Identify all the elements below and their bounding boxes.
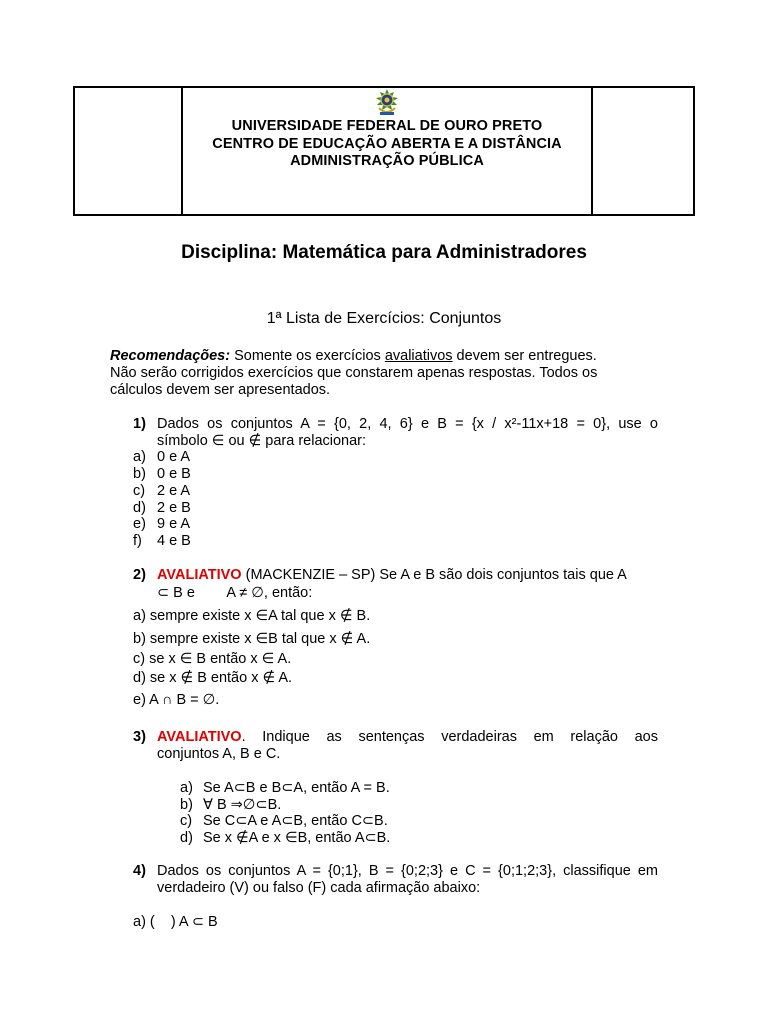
q1-item: b) 0 e B xyxy=(133,466,191,482)
q3-item: b) ∀ B ⇒∅⊂B. xyxy=(180,797,282,813)
header-program: ADMINISTRAÇÃO PÚBLICA xyxy=(290,153,484,169)
recommendations-text1: Somente os exercícios xyxy=(230,348,385,364)
recommendations-label: Recomendações: xyxy=(110,348,231,364)
q4-number: 4) xyxy=(133,863,146,879)
q2-line1 xyxy=(157,567,627,584)
q1-line2: símbolo ∈ ou ∉ para relacionar: xyxy=(157,433,367,449)
q4-line1: Dados os conjuntos A = {0;1}, B = {0;2;3} e C = {0;1;2;3}, classifique em xyxy=(157,863,658,879)
q2-line1-text: (MACKENZIE – SP) Se A e B são dois conjuntos tais que A xyxy=(241,567,627,583)
recommendations-underlined: avaliativos xyxy=(384,348,453,364)
q3-line1 xyxy=(157,729,658,746)
header-divider-right xyxy=(591,88,593,214)
q1-item: e) 9 e A xyxy=(133,516,191,532)
recommendations-text2: devem ser entregues. xyxy=(452,348,597,364)
header-university: UNIVERSIDADE FEDERAL DE OURO PRETO xyxy=(231,118,543,134)
recommendations-line2: Não serão corrigidos exercícios que constarem apenas respostas. Todos os xyxy=(110,365,598,381)
q1-line1: Dados os conjuntos A = {0, 2, 4, 6} e B = {x / x²-11x+18 = 0}, use o xyxy=(157,416,658,432)
q1-number: 1) xyxy=(133,416,146,432)
q4-line2: verdadeiro (V) ou falso (F) cada afirmação abaixo: xyxy=(157,880,481,896)
header-center: CENTRO DE EDUCAÇÃO ABERTA E A DISTÂNCIA xyxy=(212,136,562,152)
q2-item: c) se x ∈ B então x ∈ A. xyxy=(133,651,292,667)
q3-number: 3) xyxy=(133,729,146,745)
q3-line2: conjuntos A, B e C. xyxy=(157,746,281,762)
q1-item: a) 0 e A xyxy=(133,449,191,465)
q2-item: a) sempre existe x ∈A tal que x ∉ B. xyxy=(133,608,371,624)
q4-item-a: a) ( ) A ⊂ B xyxy=(133,914,218,930)
q1-item: c) 2 e A xyxy=(133,483,191,499)
q2-line2: ⊂ B e A ≠ ∅, então: xyxy=(157,585,313,601)
q2-tag: AVALIATIVO xyxy=(157,567,242,583)
q3-tag: AVALIATIVO xyxy=(157,729,242,745)
q1-item: f) 4 e B xyxy=(133,533,191,549)
q2-number: 2) xyxy=(133,567,146,583)
q3-item: c) Se C⊂A e A⊂B, então C⊂B. xyxy=(180,813,388,829)
q3-item: d) Se x ∉A e x ∈B, então A⊂B. xyxy=(180,830,391,846)
brazil-coat-of-arms-icon xyxy=(375,88,399,118)
recommendations-line1 xyxy=(110,348,670,365)
q2-item: b) sempre existe x ∈B tal que x ∉ A. xyxy=(133,631,371,647)
q2-item: e) A ∩ B = ∅. xyxy=(133,692,220,708)
q3-line1-text: . Indique as sentenças verdadeiras em relação aos xyxy=(241,729,658,745)
q2-item: d) se x ∉ B então x ∉ A. xyxy=(133,670,293,686)
q1-item: d) 2 e B xyxy=(133,500,191,516)
page-subtitle: 1ª Lista de Exercícios: Conjuntos xyxy=(266,310,502,327)
page-title: Disciplina: Matemática para Administradores xyxy=(181,242,587,263)
q3-item: a) Se A⊂B e B⊂A, então A = B. xyxy=(180,780,390,796)
recommendations-line3: cálculos devem ser apresentados. xyxy=(110,382,331,398)
